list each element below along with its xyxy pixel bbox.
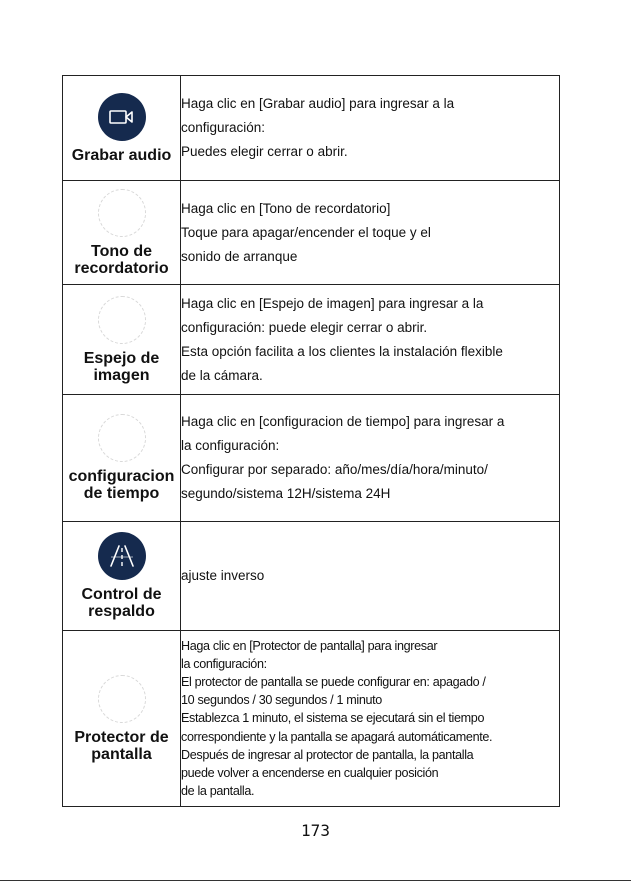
description-line: configuración: puede elegir cerrar o abrir. [181, 319, 428, 335]
description-line: Después de ingresar al protector de pantalla, la pantalla [181, 747, 474, 762]
blank-circle-icon [98, 414, 146, 462]
row-label: Espejo de imagen [83, 349, 160, 384]
description-line: Configurar por separado: año/mes/día/hora/minuto/ [181, 462, 488, 477]
row-label: Protector de pantalla [74, 728, 169, 763]
table-row [63, 631, 560, 807]
description-line: 10 segundos / 30 segundos / 1 minuto [181, 693, 382, 708]
description-line: segundo/sistema 12H/sistema 24H [181, 486, 391, 501]
description-line: Haga clic en [Grabar audio] para ingresar a la [181, 96, 455, 111]
row-description [181, 631, 560, 807]
blank-circle-icon [98, 189, 146, 237]
row-description [181, 181, 560, 285]
description-line: de la cámara. [181, 367, 263, 383]
description-line: Toque para apagar/encender el toque y el [181, 224, 431, 240]
row-label: Control de respaldo [81, 586, 162, 620]
table-row [63, 285, 560, 395]
row-label-cell [63, 395, 181, 522]
road-lanes-icon [98, 532, 146, 580]
table-row [63, 181, 560, 285]
description-line: la configuración: [181, 438, 280, 453]
description-line: Establezca 1 minuto, el sistema se ejecutará sin el tiempo [181, 711, 485, 726]
description-line: de la pantalla. [181, 784, 255, 799]
row-description [181, 522, 560, 631]
description-line: El protector de pantalla se puede configurar en: apagado / [181, 674, 486, 689]
description-line: sonido de arranque [181, 248, 298, 264]
description-line: configuración: [181, 120, 266, 135]
blank-circle-icon [98, 296, 146, 344]
page-number: 173 [301, 821, 330, 840]
description-line: Haga clic en [Espejo de imagen] para ingresar a la [181, 295, 484, 311]
row-label-cell [63, 631, 181, 807]
row-description [181, 76, 560, 181]
description-line: puede volver a encenderse en cualquier posición [181, 766, 439, 780]
table-row [63, 76, 560, 181]
description-line: Esta opción facilita a los clientes la instalación flexible [181, 343, 503, 359]
settings-table [62, 75, 560, 807]
camera-icon [98, 93, 146, 141]
description-line: Puedes elegir cerrar o abrir. [181, 144, 348, 159]
row-label-cell [63, 285, 181, 395]
row-description [181, 395, 560, 522]
description-line: Haga clic en [Tono de recordatorio] [181, 200, 391, 216]
row-label: Tono de recordatorio [74, 242, 169, 277]
row-label: configuracion de tiempo [68, 468, 175, 502]
row-label-cell [63, 522, 181, 631]
description-line: Haga clic en [configuracion de tiempo] para ingresar a [181, 414, 505, 429]
row-label-cell [63, 76, 181, 181]
description-line: Haga clic en [Protector de pantalla] para ingresar [181, 638, 438, 653]
bottom-rule [0, 880, 631, 881]
table-row [63, 395, 560, 522]
description-line: correspondiente y la pantalla se apagará automáticamente. [181, 729, 493, 744]
description-line: la configuración: [181, 656, 267, 671]
table-row [63, 522, 560, 631]
row-label-cell [63, 181, 181, 285]
row-description [181, 285, 560, 395]
description-line: ajuste inverso [181, 568, 265, 583]
blank-circle-icon [98, 675, 146, 723]
row-label: Grabar audio [71, 146, 172, 164]
